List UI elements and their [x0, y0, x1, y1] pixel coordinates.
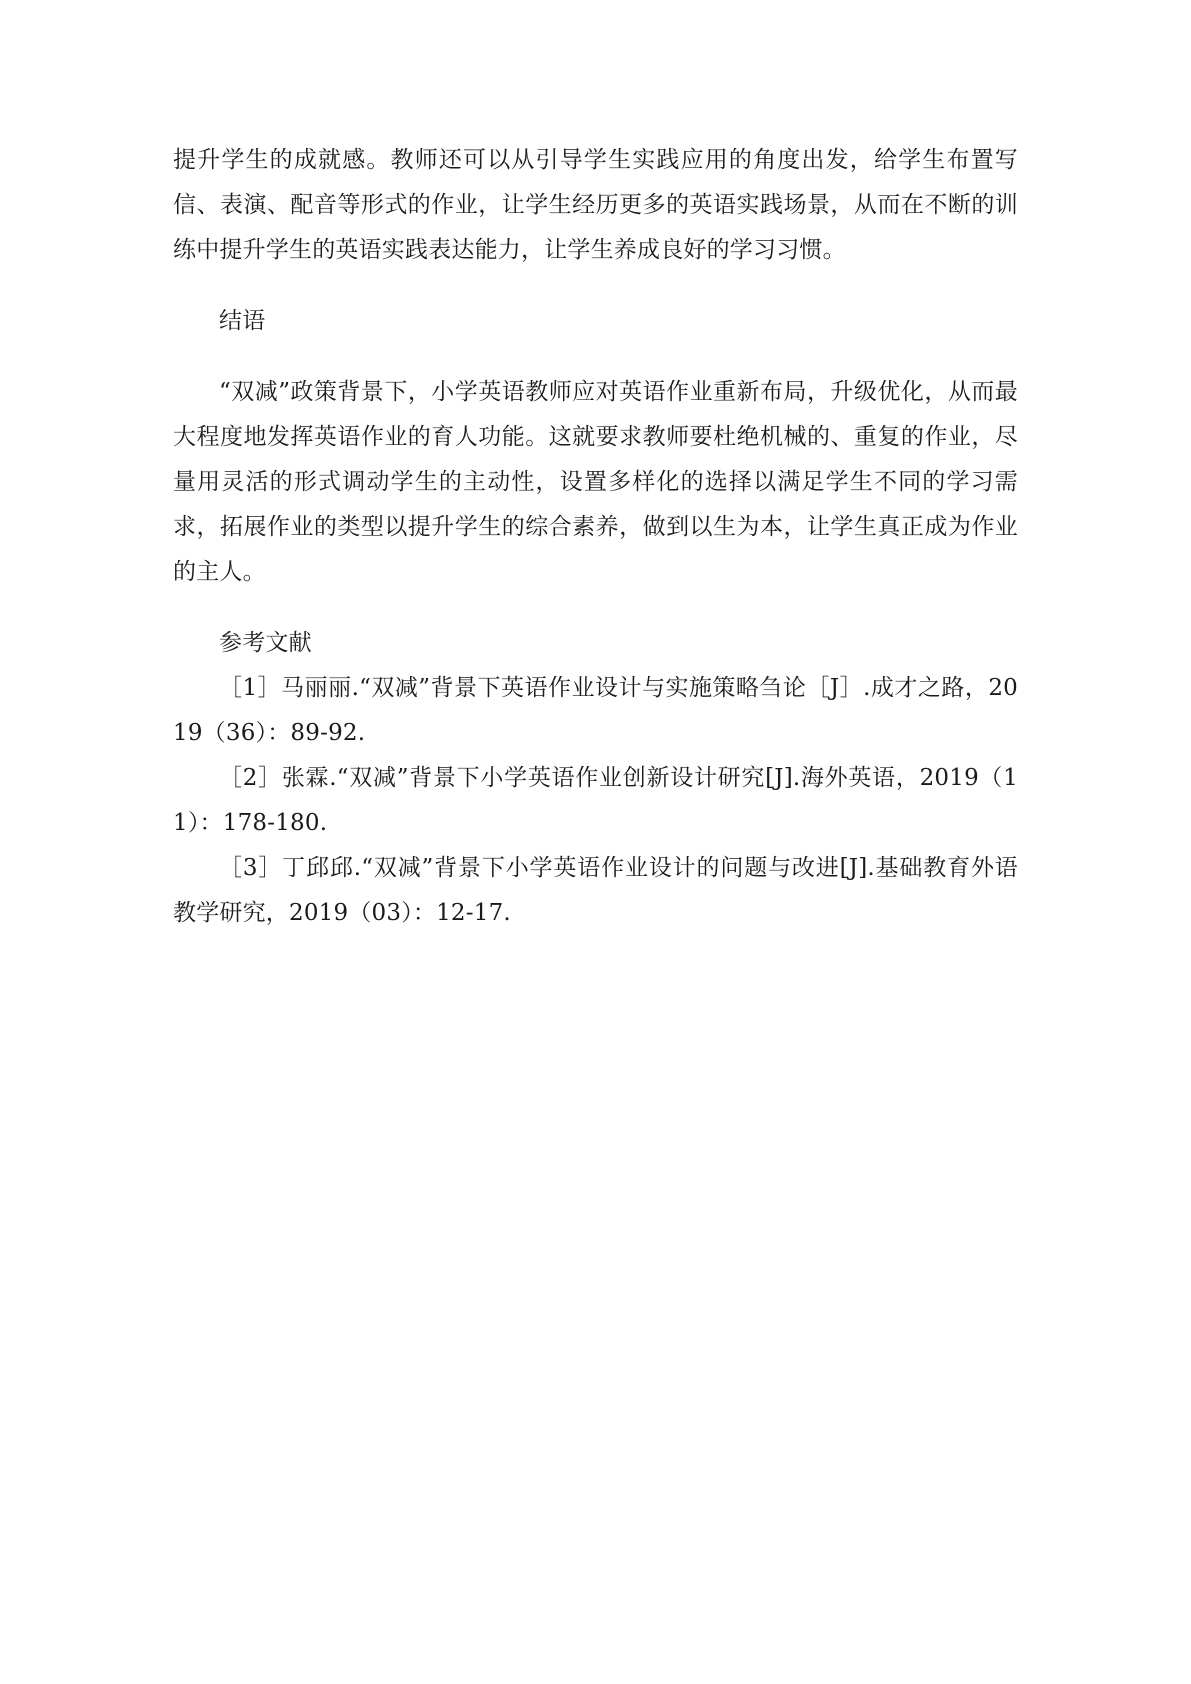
- reference-item: ［1］马丽丽.“双减”背景下英语作业设计与实施策略刍论［J］.成才之路，2019（36）：89-92.: [173, 675, 1018, 746]
- references-heading: 参考文献: [219, 630, 312, 656]
- references-list: [173, 666, 1018, 936]
- reference-item: ［3］丁邱邱.“双减”背景下小学英语作业设计的问题与改进[J].基础教育外语教学研究，2019（03）：12-17.: [173, 855, 1018, 926]
- document-body: [173, 138, 1018, 936]
- reference-item: ［2］张霖.“双减”背景下小学英语作业创新设计研究[J].海外英语，2019（11）：178-180.: [173, 765, 1018, 836]
- conclusion-heading: 结语: [219, 308, 266, 334]
- conclusion-paragraph: “双减”政策背景下，小学英语教师应对英语作业重新布局，升级优化，从而最大程度地发挥英语作业的育人功能。这就要求教师要杜绝机械的、重复的作业，尽量用灵活的形式调动学生的主动性，设置多样化的选择以满足学生不同的学习需求，拓展作业的类型以提升学生的综合素养，做到以生为本，让学生真正成为作业的主人。: [173, 379, 1018, 585]
- intro-paragraph: 提升学生的成就感。教师还可以从引导学生实践应用的角度出发，给学生布置写信、表演、配音等形式的作业，让学生经历更多的英语实践场景，从而在不断的训练中提升学生的英语实践表达能力，让学生养成良好的学习习惯。: [173, 147, 1018, 263]
